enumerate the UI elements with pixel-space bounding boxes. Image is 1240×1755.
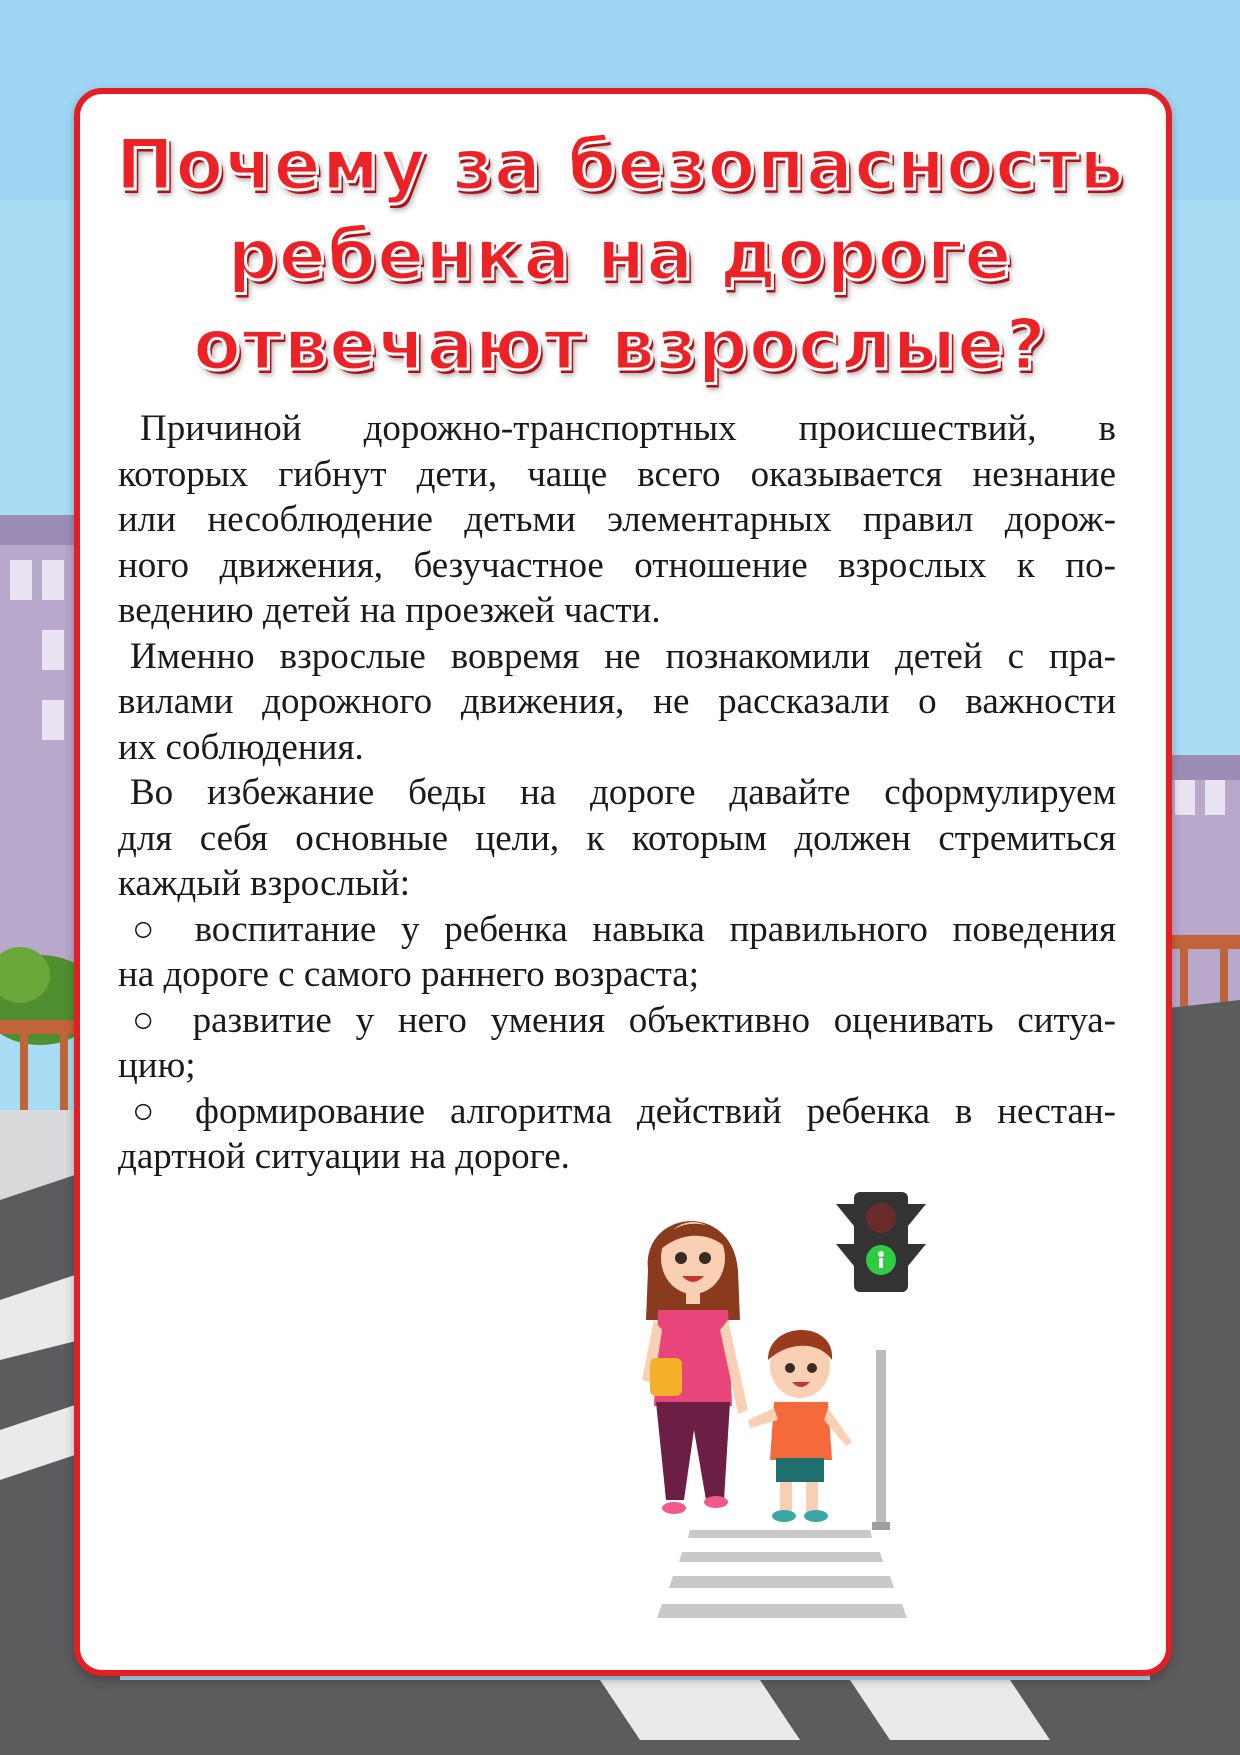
text-line: ○ формирование алгоритма действий ребенка в нестан- [132, 1090, 1116, 1132]
text-line: вилами дорожного движения, не рассказали о важности [118, 681, 1116, 722]
title-line-1: Почему за безопасность [115, 124, 1125, 206]
title-line-3: отвечают взрослые? [192, 304, 1048, 386]
text-line: которых гибнут дети, чаще всего оказывается незнание [118, 453, 1116, 495]
text-line: каждый взрослый: [118, 863, 410, 904]
text-line: ведению детей на проезжей части. [118, 590, 661, 631]
paragraph-3 [118, 770, 1116, 907]
text-line: на дороге с самого раннего возраста; [118, 954, 699, 995]
text-line: Во избежание беды на дороге давайте сформулируем [130, 772, 1116, 813]
zebra-crossing-icon [657, 1530, 907, 1618]
bullet-item-1 [118, 907, 1116, 998]
text-line: или несоблюдение детьми элементарных правил дорож- [118, 499, 1116, 540]
text-line: для себя основные цели, к которым должен стремиться [118, 817, 1116, 859]
child-figure [748, 1330, 852, 1522]
paragraph-1 [118, 406, 1116, 634]
crossing-illustration [640, 1170, 1040, 1640]
text-line: дартной ситуации на дороге. [118, 1136, 570, 1177]
title-line-2: ребенка на дороге [227, 214, 1013, 296]
mother-figure [642, 1221, 748, 1514]
bullet-item-3 [118, 1089, 1116, 1180]
bullet-item-2 [118, 998, 1116, 1089]
text-line: ○ воспитание у ребенка навыка правильного поведения [132, 908, 1116, 950]
text-line: ○ развитие у него умения объективно оценивать ситуа- [132, 999, 1116, 1041]
text-line: их соблюдения. [118, 726, 364, 768]
paragraph-2 [118, 634, 1116, 771]
page-title [80, 120, 1160, 390]
traffic-light-icon [836, 1192, 926, 1530]
text-line: Именно взрослые вовремя не познакомили детей с пра- [130, 635, 1116, 677]
text-line: цию; [118, 1045, 196, 1086]
text-line: Причиной дорожно-транспортных происшествий, в [140, 408, 1116, 449]
text-line: ного движения, безучастное отношение взрослых к по- [118, 544, 1116, 586]
article-body [118, 406, 1116, 1180]
